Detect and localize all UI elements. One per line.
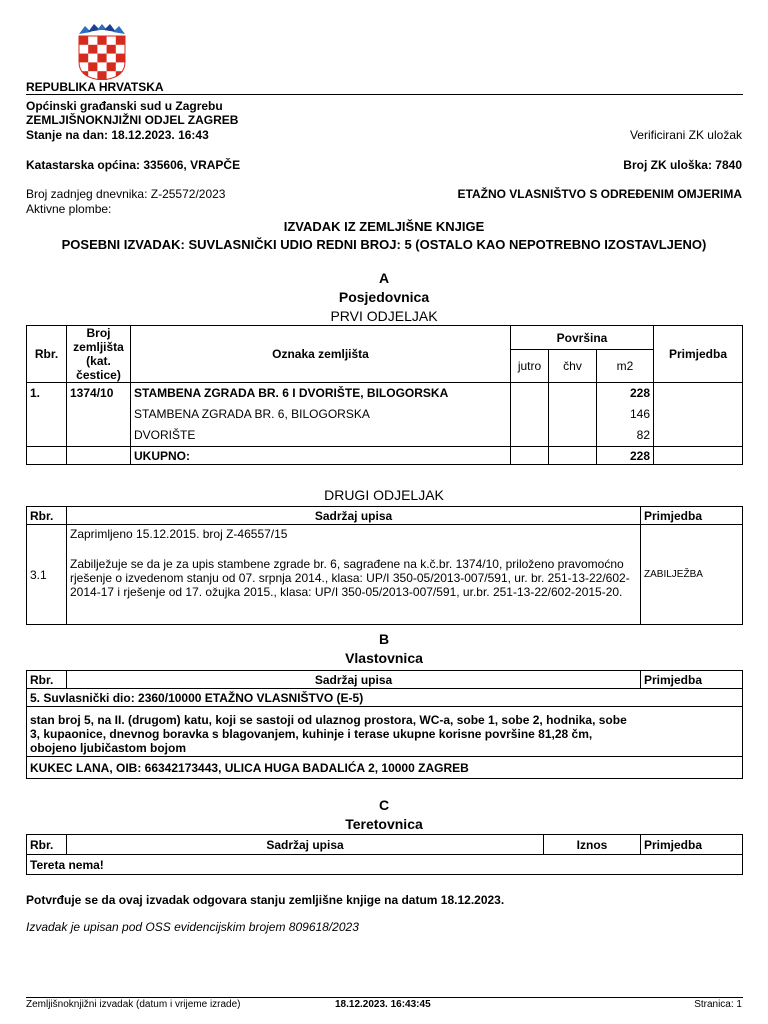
c-col-rbr: Rbr. — [27, 835, 67, 855]
part2-col-rbr: Rbr. — [27, 507, 67, 525]
b-description: stan broj 5, na II. (drugom) katu, koji se sastoji od ulaznog prostora, WC-a, sobe 1, sobe 2, hodnika, sobe 3, kupaonice, dnevnog boravka s blagovanjem, kuhinje i terase ukupne korisne površine 81,28 čm, obojeno ljubičastom bojom — [27, 707, 743, 757]
row1-rbr: 1. — [27, 383, 67, 403]
header-divider — [26, 94, 743, 95]
croatian-coat-of-arms — [77, 24, 127, 80]
court-name: Općinski građanski sud u Zagrebu — [26, 99, 223, 113]
part2-content: Zabilježuje se da je za upis stambene zgrade br. 6, sagrađene na k.č.br. 1374/10, priloženo pravomoćno rješenje o izvedenom stanju od 07. srpnja 2014., klasa: UP/I 350-05/2013-007/591, ur. br. 251-13-22/602-2014-17 i rješenje od 17. ožujka 2015., klasa: UP/I 350-05/2013-007/591, ur.br. 251-13-22/602-2015-20. — [70, 557, 630, 599]
verified-label: Verificirani ZK uložak — [629, 128, 742, 142]
b-share: 5. Suvlasnički dio: 2360/10000 ETAŽNO VLASNIŠTVO (E-5) — [27, 689, 743, 707]
section-c-title: Teretovnica — [345, 816, 423, 832]
b-owner: KUKEC LANA, OIB: 66342173443, ULICA HUGA BADALIĆA 2, 10000 ZAGREB — [27, 757, 743, 779]
row2-m2: 146 — [597, 403, 654, 425]
extract-title: IZVADAK IZ ZEMLJIŠNE KNJIGE — [283, 219, 485, 234]
section-a-letter: A — [378, 270, 390, 286]
part2-received: Zaprimljeno 15.12.2015. broj Z-46557/15 — [70, 527, 288, 541]
col-m2: m2 — [597, 350, 654, 383]
department-name: ZEMLJIŠNOKNJIŽNI ODJEL ZAGREB — [26, 113, 239, 127]
col-area: Površina — [511, 326, 654, 350]
ownership-type: ETAŽNO VLASNIŠTVO S ODREĐENIM OMJERIMA — [457, 187, 742, 201]
col-jutro: jutro — [511, 350, 549, 383]
c-col-content: Sadržaj upisa — [67, 835, 544, 855]
part2-title: DRUGI ODJELJAK — [324, 487, 444, 503]
row1-parcel: 1374/10 — [67, 383, 131, 403]
part1-title: PRVI ODJELJAK — [330, 308, 438, 324]
row1-m2: 228 — [597, 383, 654, 403]
total-m2: 228 — [597, 447, 654, 465]
col-parcel: Broj zemljišta (kat. čestice) — [67, 326, 131, 383]
row2-designation: STAMBENA ZGRADA BR. 6, BILOGORSKA — [131, 403, 511, 425]
b-col-rbr: Rbr. — [27, 671, 67, 689]
footer-left: Zemljišnoknjižni izvadak (datum i vrijeme izrade) — [26, 999, 241, 1010]
country-name: REPUBLIKA HRVATSKA — [26, 80, 164, 94]
last-diary-number: Broj zadnjeg dnevnika: Z-25572/2023 — [26, 187, 226, 201]
footer-page: Stranica: 1 — [694, 999, 742, 1010]
active-seals: Aktivne plombe: — [26, 202, 112, 216]
b-col-note: Primjedba — [641, 671, 743, 689]
row1-designation: STAMBENA ZGRADA BR. 6 I DVORIŠTE, BILOGORSKA — [131, 383, 511, 403]
col-chv: čhv — [549, 350, 597, 383]
col-designation: Oznaka zemljišta — [131, 326, 511, 383]
footer-timestamp: 18.12.2023. 16:43:45 — [335, 999, 431, 1010]
section-c-letter: C — [378, 797, 390, 813]
total-label: UKUPNO: — [131, 447, 511, 465]
section-b-letter: B — [378, 631, 390, 647]
c-col-amount: Iznos — [544, 835, 641, 855]
part2-table — [26, 506, 743, 625]
section-b-title: Vlastovnica — [345, 650, 423, 666]
state-date: Stanje na dan: 18.12.2023. 16:43 — [26, 128, 209, 142]
row3-designation: DVORIŠTE — [131, 425, 511, 447]
footer-divider — [26, 997, 743, 998]
part2-note: ZABILJEŽBA — [641, 525, 743, 625]
row3-m2: 82 — [597, 425, 654, 447]
section-b-table — [26, 670, 743, 779]
part1-table — [26, 325, 743, 465]
special-extract-title: POSEBNI IZVADAK: SUVLASNIČKI UDIO REDNI BROJ: 5 (OSTALO KAO NEPOTREBNO IZOSTAVLJENO) — [61, 237, 707, 252]
confirmation-text: Potvrđuje se da ovaj izvadak odgovara stanju zemljišne knjige na datum 18.12.2023. — [26, 893, 505, 907]
col-note: Primjedba — [654, 326, 743, 383]
section-c-table — [26, 834, 743, 875]
oss-note: Izvadak je upisan pod OSS evidencijskim brojem 809618/2023 — [26, 920, 359, 934]
col-rbr: Rbr. — [27, 326, 67, 383]
part2-col-note: Primjedba — [641, 507, 743, 525]
cadastral-municipality: Katastarska općina: 335606, VRAPČE — [26, 158, 241, 172]
part2-col-content: Sadržaj upisa — [67, 507, 641, 525]
part2-rbr: 3.1 — [27, 525, 67, 625]
b-col-content: Sadržaj upisa — [67, 671, 641, 689]
zk-number: Broj ZK uloška: 7840 — [623, 158, 742, 172]
c-col-note: Primjedba — [641, 835, 743, 855]
c-row: Tereta nema! — [27, 855, 743, 875]
section-a-title: Posjedovnica — [338, 289, 430, 305]
